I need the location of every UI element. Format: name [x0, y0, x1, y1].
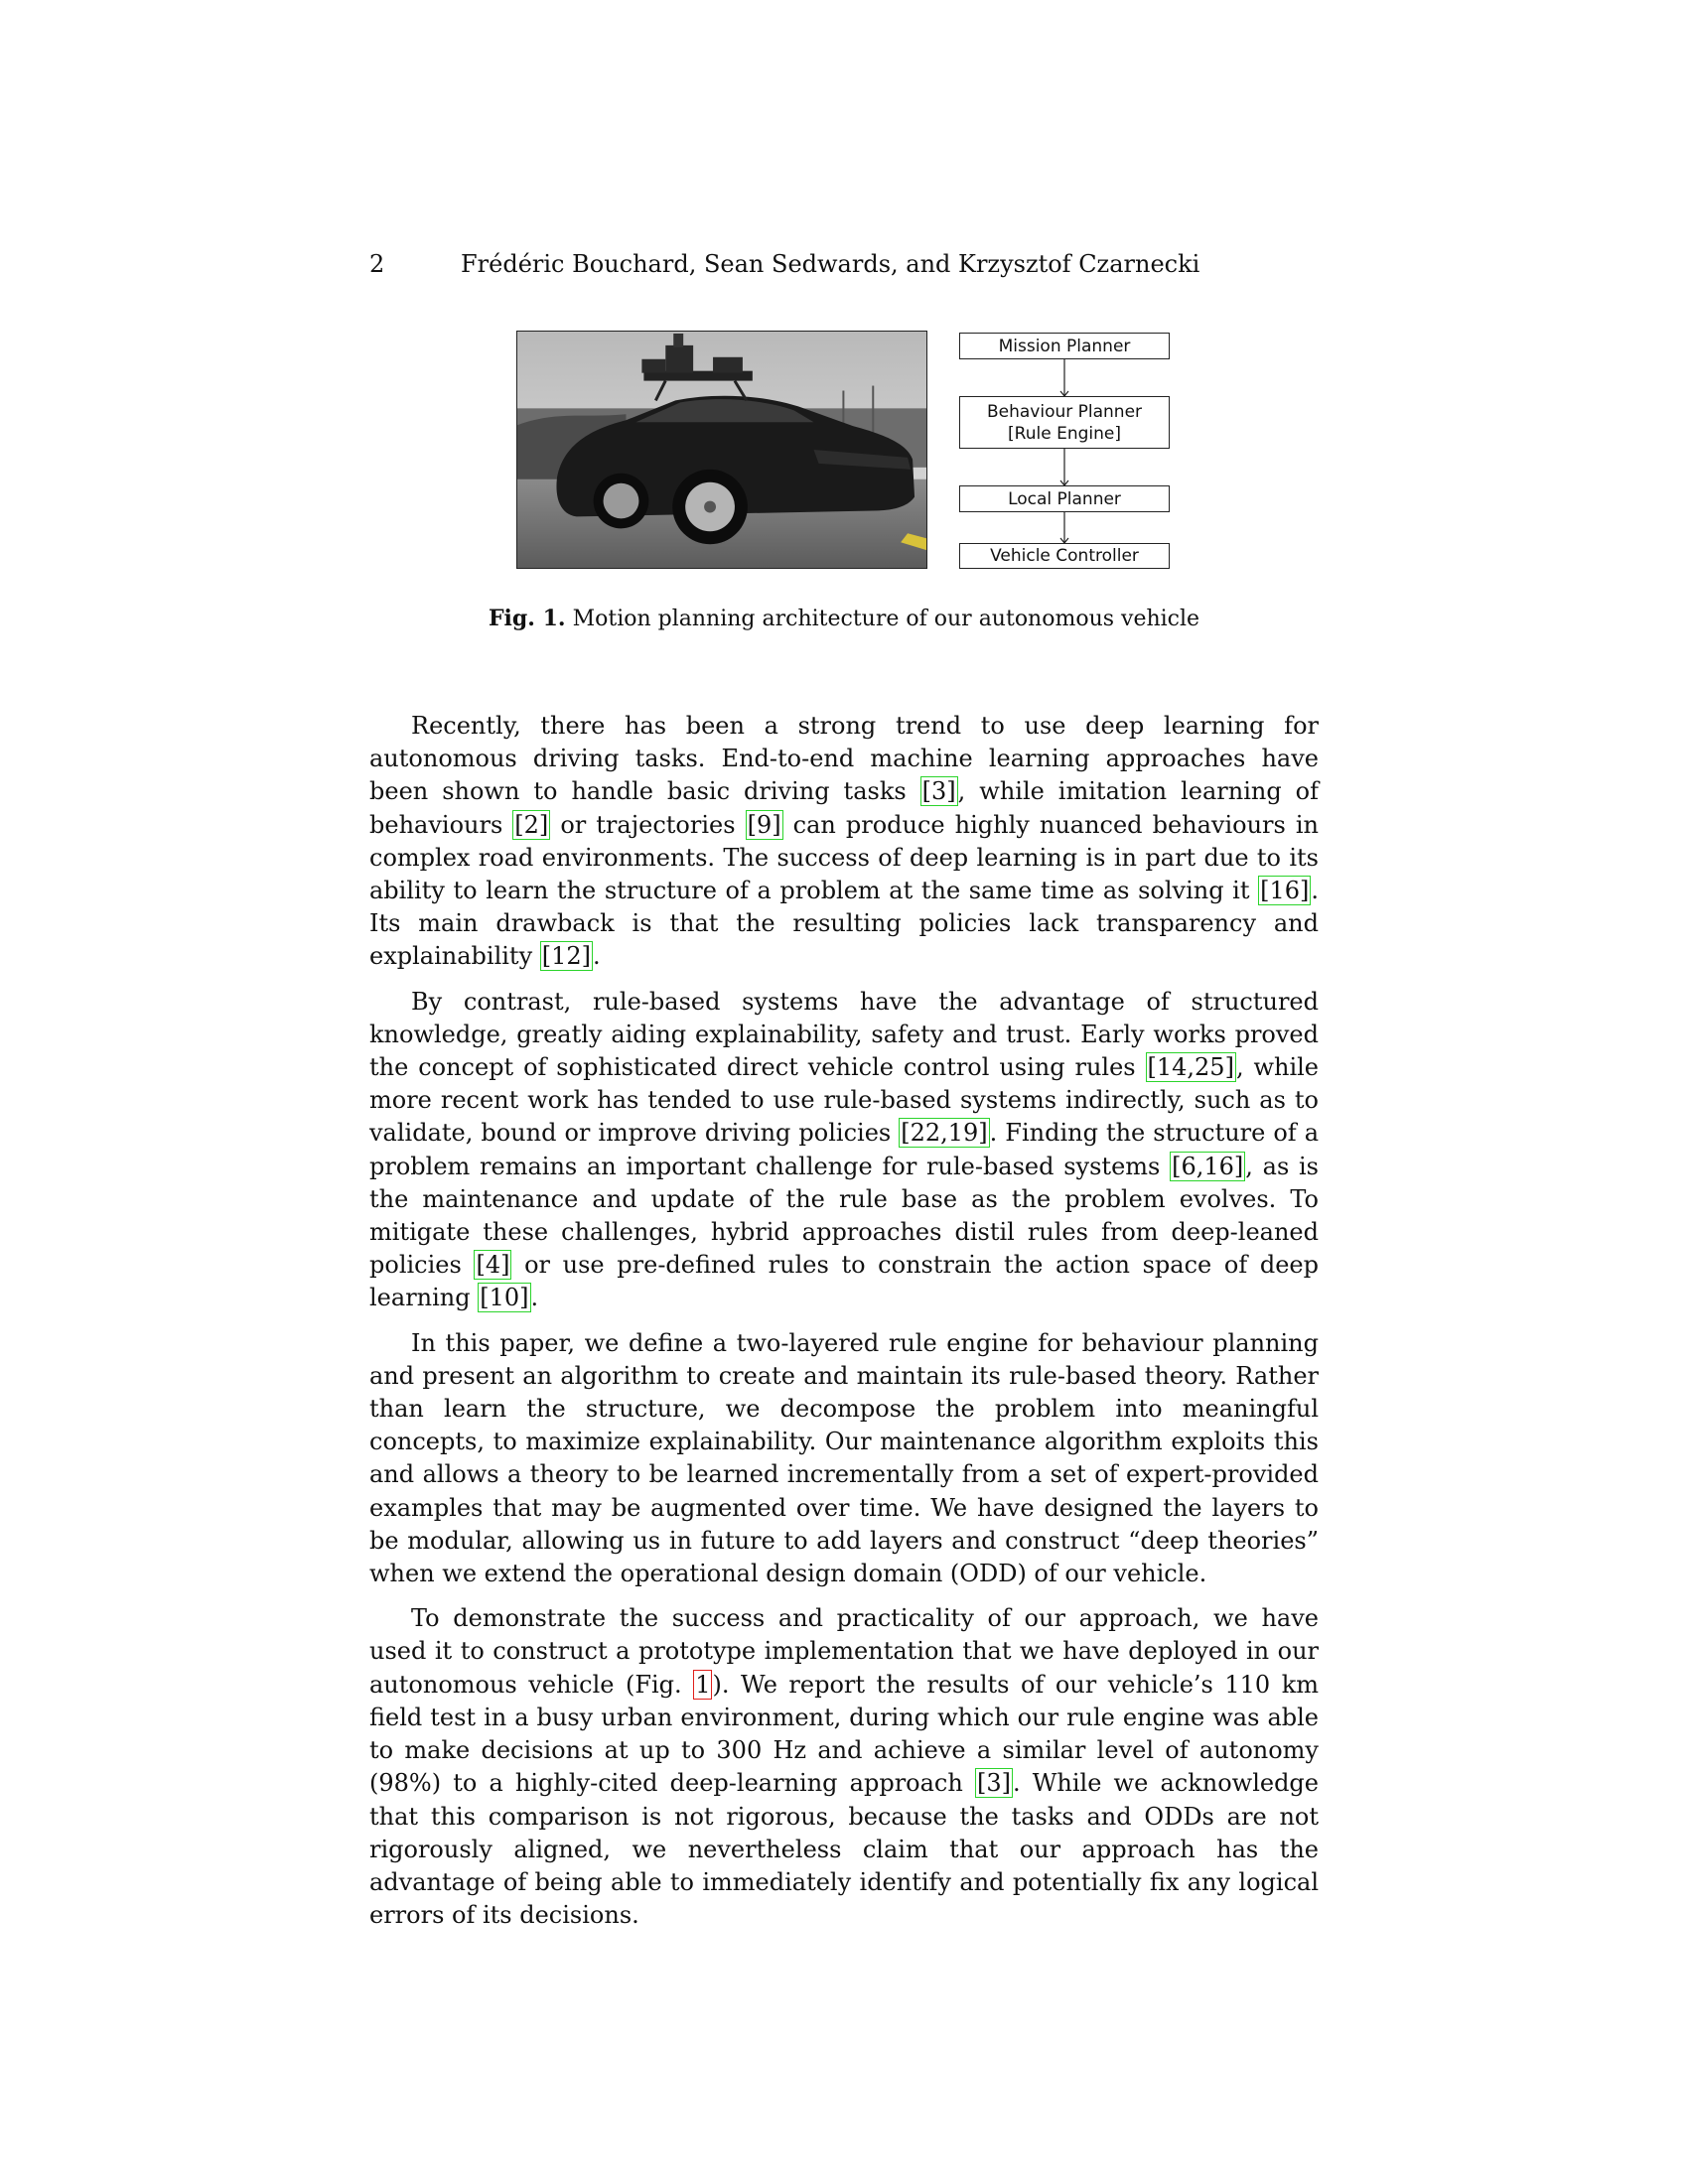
text-run: Recently, there has been a strong trend to use deep learning for autonomous driving tasks. End-to-end machine learning approaches have been shown to handle basic driving tasks: [369, 712, 1319, 806]
text-run: .: [530, 1284, 539, 1312]
vehicle-controller-box: [959, 543, 1170, 569]
caption-text: Motion planning architecture of our autonomous vehicle: [572, 607, 1200, 631]
paragraph-2: [369, 986, 1319, 1315]
mission-planner-box: [959, 333, 1170, 359]
text-run: or trajectories: [550, 810, 746, 839]
paragraph-3: In this paper, we define a two-layered rule engine for behaviour planning and present an algorithm to create and maintain its rule-based theory. Rather than learn the structure, we decompose the problem into meaningful concepts, to maximize explainability. Our maintenance algorithm exploits this and allows a theory to be learned incrementally from a set of expert-provided examples that may be augmented over time. We have designed the layers to be modular, allowing us in future to add layers and construct “deep theories” when we extend the operational design domain (ODD) of our vehicle.: [369, 1328, 1319, 1588]
behaviour-planner-label: Behaviour Planner: [986, 401, 1143, 422]
paragraph-4: [369, 1602, 1319, 1932]
page-number: 2: [369, 250, 385, 278]
text-run: , as is the maintenance and update of the rule base as the problem evolves. To mitigate these challenges, hybrid approaches distil rules from deep-leaned policies: [369, 1152, 1319, 1280]
rule-engine-label: [Rule Engine]: [1008, 423, 1121, 444]
text-run: , while imitation learning of behaviours: [369, 777, 1320, 839]
text-run: .: [593, 942, 601, 971]
citation-link[interactable]: [22,19]: [901, 1119, 988, 1148]
text-run: can produce highly nuanced behaviours in complex road environments. The success of deep learning is in part due to its ability to learn the structure of a problem at the same time as solving it: [369, 810, 1320, 905]
text-run: or use pre-defined rules to constrain the action space of deep learning: [369, 1251, 1319, 1312]
autonomous-car-image: [517, 332, 926, 568]
text-run: . While we acknowledge that this comparison is not rigorous, because the tasks and ODDs are not rigorously aligned, we nevertheless claim that our approach has the advantage of being able to immediately identify and potentially fix any logical errors of its decisions.: [369, 1769, 1319, 1930]
citation-link[interactable]: [16]: [1260, 877, 1310, 905]
citation-link[interactable]: [9]: [747, 810, 781, 839]
citation-link[interactable]: [6,16]: [1172, 1152, 1244, 1180]
figure-reference-link[interactable]: 1: [695, 1670, 711, 1699]
text-run: By contrast, rule-based systems have the advantage of structured knowledge, greatly aiding explainability, safety and trust. Early works proved the concept of sophisticated direct vehicle control using rules: [369, 987, 1319, 1082]
local-planner-label: Local Planner: [1008, 488, 1121, 509]
author-list: Frédéric Bouchard, Sean Sedwards, and Krzysztof Czarnecki: [461, 250, 1200, 278]
text-run: To demonstrate the success and practicality of our approach, we have used it to construct a prototype implementation that we have deployed in our autonomous vehicle (Fig.: [369, 1604, 1319, 1699]
architecture-diagram: [959, 331, 1170, 569]
citation-link[interactable]: [10]: [480, 1284, 529, 1312]
paragraph-1: [369, 710, 1319, 974]
text-run: . Finding the structure of a problem remains an important challenge for rule-based systems: [369, 1119, 1319, 1180]
citation-link[interactable]: [3]: [921, 777, 956, 806]
running-header: [369, 250, 1319, 284]
citation-link[interactable]: [3]: [976, 1769, 1011, 1798]
caption-label: Fig. 1.: [488, 606, 566, 631]
behaviour-planner-box: [959, 396, 1170, 449]
text-run: , while more recent work has tended to use rule-based systems indirectly, such as to validate, bound or improve driving policies: [369, 1053, 1320, 1148]
citation-link[interactable]: [4]: [476, 1251, 510, 1280]
vehicle-controller-label: Vehicle Controller: [990, 546, 1139, 566]
vehicle-photo: [516, 331, 927, 569]
citation-link[interactable]: [2]: [514, 810, 549, 839]
figure-caption: [369, 606, 1319, 631]
local-planner-box: [959, 485, 1170, 512]
text-run: ). We report the results of our vehicle’s 110 km field test in a busy urban environment, during which our rule engine was able to make decisions at up to 300 Hz and achieve a similar level of autonomy (98%) to a highly-cited deep-learning approach: [369, 1670, 1320, 1798]
citation-link[interactable]: [14,25]: [1147, 1053, 1234, 1082]
body-text: [369, 710, 1319, 1944]
citation-link[interactable]: [12]: [541, 942, 592, 971]
figure-1: [369, 331, 1319, 631]
text-run: . Its main drawback is that the resulting policies lack transparency and explainability: [369, 877, 1319, 971]
mission-planner-label: Mission Planner: [998, 336, 1131, 356]
architecture-arrows: [959, 331, 1170, 569]
